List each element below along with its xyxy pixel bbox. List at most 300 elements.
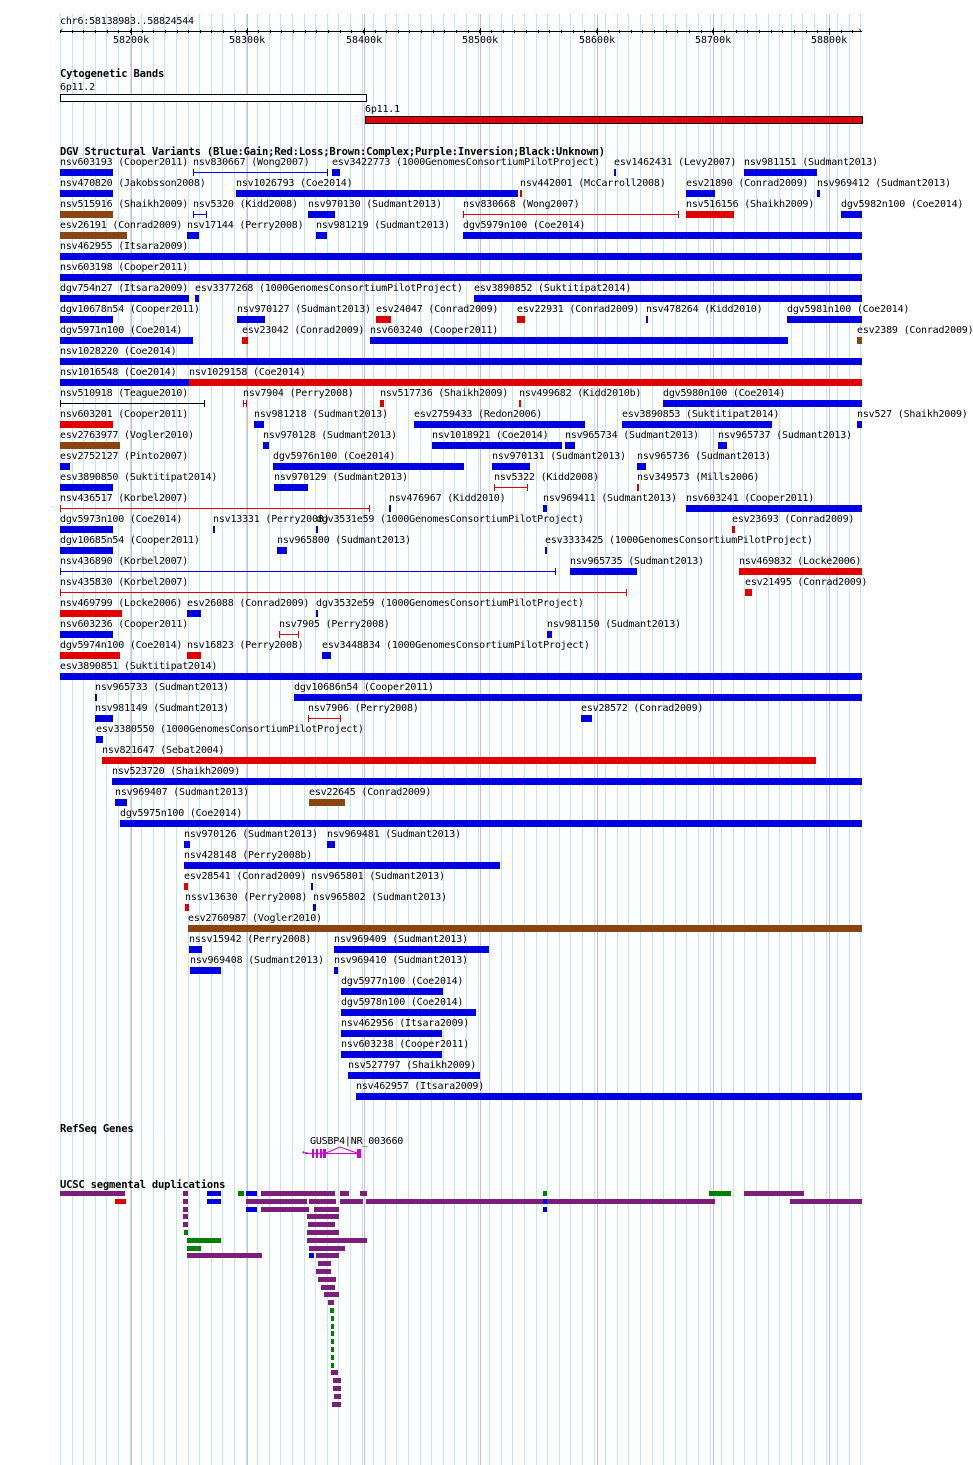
variant-label[interactable]: nsv436890 (Korbel2007) <box>60 556 189 567</box>
variant-feature[interactable] <box>294 694 862 701</box>
variant-label[interactable]: nssv15942 (Perry2008) <box>189 934 312 945</box>
variant-feature[interactable] <box>718 442 727 449</box>
variant-label[interactable]: dgv5978n100 (Coe2014) <box>341 997 464 1008</box>
variant-feature[interactable] <box>308 211 335 218</box>
variant-label[interactable]: nsv965735 (Sudmant2013) <box>570 556 704 567</box>
variant-label[interactable]: nsv7905 (Perry2008) <box>279 619 390 630</box>
variant-label[interactable]: nsv349573 (Mills2006) <box>637 472 760 483</box>
variant-label[interactable]: esv1462431 (Levy2007) <box>614 157 737 168</box>
variant-feature[interactable] <box>316 232 327 239</box>
variant-feature[interactable] <box>787 316 862 323</box>
variant-feature[interactable] <box>60 316 113 323</box>
segdup-feature[interactable] <box>334 1394 341 1399</box>
variant-label[interactable]: dgv5974n100 (Coe2014) <box>60 640 183 651</box>
variant-feature[interactable] <box>356 1093 862 1100</box>
variant-label[interactable]: nsv523720 (Shaikh2009) <box>112 766 241 777</box>
variant-feature[interactable] <box>341 1051 442 1058</box>
variant-feature[interactable] <box>380 400 384 407</box>
variant-label[interactable]: nsv965800 (Sudmant2013) <box>277 535 411 546</box>
track-title-cytoband[interactable]: Cytogenetic Bands <box>60 68 165 80</box>
variant-end-tick <box>298 631 299 638</box>
variant-label[interactable]: nsv970129 (Sudmant2013) <box>274 472 408 483</box>
variant-feature[interactable] <box>190 967 221 974</box>
variant-feature[interactable] <box>60 484 113 491</box>
variant-feature[interactable] <box>646 316 648 323</box>
variant-label[interactable]: esv23042 (Conrad2009) <box>242 325 365 336</box>
segdup-feature[interactable] <box>366 1199 715 1204</box>
variant-feature[interactable] <box>60 295 189 302</box>
variant-feature[interactable] <box>334 967 338 974</box>
variant-feature[interactable] <box>60 211 113 218</box>
variant-label[interactable]: nsv969411 (Sudmant2013) <box>543 493 677 504</box>
variant-feature[interactable] <box>187 610 201 617</box>
segdup-feature[interactable] <box>318 1277 336 1282</box>
segdup-feature[interactable] <box>207 1199 221 1204</box>
variant-feature[interactable] <box>60 631 113 638</box>
segdup-feature[interactable] <box>331 1363 334 1368</box>
variant-label[interactable]: esv22645 (Conrad2009) <box>309 787 432 798</box>
band-6p11-1[interactable] <box>365 116 863 124</box>
segdup-feature[interactable] <box>316 1269 331 1274</box>
variant-label[interactable]: dgv5977n100 (Coe2014) <box>341 976 464 987</box>
variant-label[interactable]: nsv603236 (Cooper2011) <box>60 619 189 630</box>
variant-feature[interactable] <box>60 547 113 554</box>
variant-label[interactable]: nsv965801 (Sudmant2013) <box>311 871 445 882</box>
variant-label[interactable]: esv28541 (Conrad2009) <box>184 871 307 882</box>
variant-feature[interactable] <box>193 172 328 173</box>
variant-feature[interactable] <box>341 1009 476 1016</box>
variant-label[interactable]: nsv5320 (Kidd2008) <box>193 199 298 210</box>
variant-feature[interactable] <box>334 946 489 953</box>
segdup-feature[interactable] <box>318 1261 331 1266</box>
variant-feature[interactable] <box>637 463 646 470</box>
variant-label[interactable]: dgv3532e59 (1000GenomesConsortiumPilotProject) <box>316 598 584 609</box>
variant-feature[interactable] <box>187 232 199 239</box>
segdup-feature[interactable] <box>246 1199 307 1204</box>
variant-label[interactable]: dgv10685n54 (Cooper2011) <box>60 535 200 546</box>
variant-feature[interactable] <box>519 400 521 407</box>
variant-feature[interactable] <box>60 274 862 281</box>
variant-feature[interactable] <box>316 610 318 617</box>
variant-label[interactable]: nsv981150 (Sudmant2013) <box>547 619 681 630</box>
variant-feature[interactable] <box>189 379 862 386</box>
variant-feature[interactable] <box>185 904 189 911</box>
variant-feature[interactable] <box>432 442 562 449</box>
variant-feature[interactable] <box>60 403 205 404</box>
variant-feature[interactable] <box>60 571 556 572</box>
segdup-feature[interactable] <box>187 1253 262 1258</box>
variant-feature[interactable] <box>389 505 391 512</box>
segdup-feature[interactable] <box>331 1316 334 1321</box>
variant-feature[interactable] <box>463 214 679 215</box>
variant-label[interactable]: nsv462957 (Itsara2009) <box>356 1081 485 1092</box>
variant-feature[interactable] <box>494 487 528 488</box>
variant-label[interactable]: nsv5322 (Kidd2008) <box>494 472 599 483</box>
variant-label[interactable]: nsv969409 (Sudmant2013) <box>334 934 468 945</box>
variant-label[interactable]: esv21495 (Conrad2009) <box>745 577 868 588</box>
variant-label[interactable]: nsv965737 (Sudmant2013) <box>718 430 852 441</box>
variant-label[interactable]: nsv603201 (Cooper2011) <box>60 409 189 420</box>
variant-feature[interactable] <box>857 421 862 428</box>
variant-label[interactable]: dgv5976n100 (Coe2014) <box>273 451 396 462</box>
variant-label[interactable]: nsv821647 (Sebat2004) <box>102 745 225 756</box>
variant-feature[interactable] <box>322 652 331 659</box>
segdup-feature[interactable] <box>307 1230 339 1235</box>
variant-feature[interactable] <box>341 1030 442 1037</box>
variant-feature[interactable] <box>663 400 862 407</box>
variant-label[interactable]: dgv5971n100 (Coe2014) <box>60 325 183 336</box>
variant-feature[interactable] <box>189 946 202 953</box>
band-6p11-2[interactable] <box>60 94 367 102</box>
variant-label[interactable]: nsv970127 (Sudmant2013) <box>237 304 371 315</box>
variant-feature[interactable] <box>332 169 340 176</box>
variant-feature[interactable] <box>60 358 862 365</box>
variant-feature[interactable] <box>414 421 585 428</box>
variant-label[interactable]: nsv1028220 (Coe2014) <box>60 346 177 357</box>
variant-feature[interactable] <box>841 211 862 218</box>
variant-feature[interactable] <box>60 442 120 449</box>
variant-label[interactable]: nsv603240 (Cooper2011) <box>370 325 499 336</box>
segdup-feature[interactable] <box>316 1253 339 1258</box>
variant-label[interactable]: esv26088 (Conrad2009) <box>187 598 310 609</box>
variant-label[interactable]: dgv5973n100 (Coe2014) <box>60 514 183 525</box>
variant-label[interactable]: esv3890850 (Suktitipat2014) <box>60 472 218 483</box>
variant-label[interactable]: dgv10678n54 (Cooper2011) <box>60 304 200 315</box>
variant-feature[interactable] <box>273 463 464 470</box>
variant-label[interactable]: esv28572 (Conrad2009) <box>581 703 704 714</box>
segdup-feature[interactable] <box>183 1214 188 1219</box>
grid-line <box>420 14 421 1465</box>
variant-feature[interactable] <box>309 799 345 806</box>
variant-label[interactable]: nsv478264 (Kidd2010) <box>646 304 763 315</box>
segdup-feature[interactable] <box>543 1207 547 1212</box>
variant-feature[interactable] <box>463 232 862 239</box>
variant-label[interactable]: nsv517736 (Shaikh2009) <box>380 388 509 399</box>
variant-label[interactable]: dgv754n27 (Itsara2009) <box>60 283 189 294</box>
segdup-feature[interactable] <box>238 1191 244 1196</box>
variant-label[interactable]: esv3380550 (1000GenomesConsortiumPilotProject) <box>96 724 364 735</box>
variant-label[interactable]: esv3890853 (Suktitipat2014) <box>622 409 780 420</box>
segdup-feature[interactable] <box>308 1222 335 1227</box>
segdup-feature[interactable] <box>331 1347 334 1352</box>
segdup-feature[interactable] <box>183 1199 188 1204</box>
variant-feature[interactable] <box>60 379 189 386</box>
ruler-minor-tick <box>712 30 713 33</box>
variant-feature[interactable] <box>60 526 113 533</box>
segdup-feature[interactable] <box>187 1246 201 1251</box>
gene-label[interactable]: GUSBP4|NR_003660 <box>310 1136 404 1147</box>
segdup-feature[interactable] <box>340 1191 349 1196</box>
variant-feature[interactable] <box>614 169 616 176</box>
segdup-feature[interactable] <box>246 1207 257 1212</box>
variant-label[interactable]: nsv436517 (Korbel2007) <box>60 493 189 504</box>
segdup-feature[interactable] <box>309 1246 345 1251</box>
variant-label[interactable]: esv26191 (Conrad2009) <box>60 220 183 231</box>
variant-label[interactable]: nsv516156 (Shaikh2009) <box>686 199 815 210</box>
variant-feature[interactable] <box>60 169 113 176</box>
variant-feature[interactable] <box>184 883 188 890</box>
variant-label[interactable]: nsv981218 (Sudmant2013) <box>254 409 388 420</box>
variant-label[interactable]: nsv981219 (Sudmant2013) <box>316 220 450 231</box>
variant-label[interactable]: nsv435830 (Korbel2007) <box>60 577 189 588</box>
variant-label[interactable]: nsv17144 (Perry2008) <box>187 220 304 231</box>
variant-label[interactable]: nsv7906 (Perry2008) <box>308 703 419 714</box>
variant-label[interactable]: nsv830667 (Wong2007) <box>193 157 310 168</box>
variant-feature[interactable] <box>112 778 862 785</box>
segdup-feature[interactable] <box>187 1238 221 1243</box>
variant-feature[interactable] <box>95 715 113 722</box>
segdup-feature[interactable] <box>307 1238 367 1243</box>
segdup-feature[interactable] <box>331 1355 334 1360</box>
variant-label[interactable]: nsv965802 (Sudmant2013) <box>313 892 447 903</box>
variant-feature[interactable] <box>60 652 120 659</box>
variant-feature[interactable] <box>184 862 500 869</box>
variant-feature[interactable] <box>565 442 575 449</box>
variant-feature[interactable] <box>254 421 264 428</box>
variant-feature[interactable] <box>193 214 207 215</box>
segdup-feature[interactable] <box>333 1386 341 1391</box>
variant-feature[interactable] <box>60 421 113 428</box>
variant-label[interactable]: dgv5979n100 (Coe2014) <box>463 220 586 231</box>
variant-label[interactable]: nsv510918 (Teague2010) <box>60 388 189 399</box>
variant-feature[interactable] <box>188 925 862 932</box>
variant-label[interactable]: dgv5975n100 (Coe2014) <box>120 808 243 819</box>
variant-label[interactable]: nsv830668 (Wong2007) <box>463 199 580 210</box>
variant-feature[interactable] <box>745 589 752 596</box>
variant-label[interactable]: dgv10686n54 (Cooper2011) <box>294 682 434 693</box>
variant-feature[interactable] <box>60 337 193 344</box>
variant-feature[interactable] <box>60 253 862 260</box>
variant-feature[interactable] <box>115 799 127 806</box>
variant-label[interactable]: nsv603193 (Cooper2011) <box>60 157 189 168</box>
variant-feature[interactable] <box>60 508 370 509</box>
track-title-segdup[interactable]: UCSC segmental duplications <box>60 1179 226 1191</box>
segdup-feature[interactable] <box>709 1191 731 1196</box>
variant-label[interactable]: esv3890852 (Suktitipat2014) <box>474 283 632 294</box>
variant-feature[interactable] <box>187 652 201 659</box>
variant-feature[interactable] <box>195 295 199 302</box>
variant-label[interactable]: nsv981151 (Sudmant2013) <box>744 157 878 168</box>
variant-feature[interactable] <box>348 1072 480 1079</box>
variant-feature[interactable] <box>60 673 862 680</box>
variant-label[interactable]: esv3422773 (1000GenomesConsortiumPilotProject) <box>332 157 600 168</box>
variant-label[interactable]: esv3333425 (1000GenomesConsortiumPilotProject) <box>545 535 813 546</box>
variant-feature[interactable] <box>316 526 318 533</box>
variant-feature[interactable] <box>60 232 127 239</box>
variant-feature[interactable] <box>474 295 862 302</box>
variant-label[interactable]: esv2759433 (Redon2006) <box>414 409 543 420</box>
segdup-feature[interactable] <box>183 1222 188 1227</box>
variant-feature[interactable] <box>120 820 862 827</box>
variant-feature[interactable] <box>570 568 637 575</box>
variant-label[interactable]: esv2763977 (Vogler2010) <box>60 430 194 441</box>
segdup-feature[interactable] <box>321 1285 335 1290</box>
segdup-feature[interactable] <box>261 1207 309 1212</box>
variant-label[interactable]: nsv603241 (Cooper2011) <box>686 493 815 504</box>
variant-feature[interactable] <box>744 169 817 176</box>
variant-feature[interactable] <box>308 718 341 719</box>
track-title-refseq[interactable]: RefSeq Genes <box>60 1123 134 1135</box>
variant-label[interactable]: esv2752127 (Pinto2007) <box>60 451 189 462</box>
variant-label[interactable]: nsv969407 (Sudmant2013) <box>115 787 249 798</box>
segdup-feature[interactable] <box>246 1191 257 1196</box>
variant-label[interactable]: nsv603238 (Cooper2011) <box>341 1039 470 1050</box>
variant-label[interactable]: nsv16823 (Perry2008) <box>187 640 304 651</box>
variant-feature[interactable] <box>857 337 862 344</box>
variant-label[interactable]: esv2389 (Conrad2009) <box>857 325 973 336</box>
segdup-feature[interactable] <box>360 1191 367 1196</box>
segdup-feature[interactable] <box>328 1300 334 1305</box>
variant-label[interactable]: nsv603198 (Cooper2011) <box>60 262 189 273</box>
variant-feature[interactable] <box>686 211 734 218</box>
variant-feature[interactable] <box>341 988 443 995</box>
segdup-feature[interactable] <box>543 1191 547 1196</box>
segdup-feature[interactable] <box>184 1230 188 1235</box>
variant-feature[interactable] <box>547 631 552 638</box>
variant-label[interactable]: nsv515916 (Shaikh2009) <box>60 199 189 210</box>
variant-label[interactable]: nsv969408 (Sudmant2013) <box>190 955 324 966</box>
variant-label[interactable]: dgv5980n100 (Coe2014) <box>663 388 786 399</box>
variant-feature[interactable] <box>370 337 788 344</box>
variant-label[interactable]: nsv1016548 (Coe2014) <box>60 367 177 378</box>
segdup-feature[interactable] <box>333 1378 341 1383</box>
variant-label[interactable]: nsv470820 (Jakobsson2008) <box>60 178 206 189</box>
segdup-feature[interactable] <box>790 1199 862 1204</box>
variant-feature[interactable] <box>213 526 215 533</box>
segdup-feature[interactable] <box>340 1199 363 1204</box>
segdup-feature[interactable] <box>331 1331 334 1336</box>
variant-feature[interactable] <box>60 610 122 617</box>
variant-label[interactable]: esv3448834 (1000GenomesConsortiumPilotProject) <box>322 640 590 651</box>
variant-label[interactable]: nssv13630 (Perry2008) <box>185 892 308 903</box>
ruler-label: 58200k <box>113 35 150 46</box>
variant-label[interactable]: esv22931 (Conrad2009) <box>517 304 640 315</box>
variant-label[interactable]: esv3890851 (Suktitipat2014) <box>60 661 218 672</box>
variant-feature[interactable] <box>60 592 627 593</box>
track-title-dgv[interactable]: DGV Structural Variants (Blue:Gain;Red:Loss;Brown:Complex;Purple:Inversion;Black:Unknown) <box>60 146 605 158</box>
variant-label[interactable]: nsv970126 (Sudmant2013) <box>184 829 318 840</box>
segdup-feature[interactable] <box>309 1199 336 1204</box>
variant-label[interactable]: nsv965733 (Sudmant2013) <box>95 682 229 693</box>
segdup-feature[interactable] <box>331 1324 334 1329</box>
variant-feature[interactable] <box>102 757 816 764</box>
variant-label[interactable]: nsv965736 (Sudmant2013) <box>637 451 771 462</box>
variant-feature[interactable] <box>545 547 547 554</box>
variant-label[interactable]: nsv970131 (Sudmant2013) <box>492 451 626 462</box>
variant-feature[interactable] <box>739 568 862 575</box>
variant-label[interactable]: nsv7904 (Perry2008) <box>243 388 354 399</box>
variant-label[interactable]: esv21890 (Conrad2009) <box>686 178 809 189</box>
variant-feature[interactable] <box>311 883 313 890</box>
variant-label[interactable]: nsv462955 (Itsara2009) <box>60 241 189 252</box>
variant-label[interactable]: nsv969410 (Sudmant2013) <box>334 955 468 966</box>
segdup-feature[interactable] <box>314 1207 339 1212</box>
variant-label[interactable]: nsv527 (Shaikh2009) <box>857 409 968 420</box>
variant-label[interactable]: esv3377268 (1000GenomesConsortiumPilotProject) <box>195 283 463 294</box>
gene-exon <box>316 1149 318 1158</box>
variant-label[interactable]: nsv428148 (Perry2008b) <box>184 850 313 861</box>
variant-label[interactable]: nsv970128 (Sudmant2013) <box>263 430 397 441</box>
variant-label[interactable]: nsv969412 (Sudmant2013) <box>817 178 951 189</box>
variant-feature[interactable] <box>581 715 592 722</box>
variant-label[interactable]: nsv469832 (Locke2006) <box>739 556 862 567</box>
variant-feature[interactable] <box>686 505 862 512</box>
variant-feature[interactable] <box>274 484 308 491</box>
variant-feature[interactable] <box>376 316 391 323</box>
variant-label[interactable]: nsv981149 (Sudmant2013) <box>95 703 229 714</box>
variant-feature[interactable] <box>96 736 103 743</box>
variant-label[interactable]: dgv5982n100 (Coe2014) <box>841 199 964 210</box>
variant-label[interactable]: nsv13331 (Perry2008) <box>213 514 330 525</box>
variant-feature[interactable] <box>242 337 248 344</box>
variant-label[interactable]: esv23693 (Conrad2009) <box>732 514 855 525</box>
variant-feature[interactable] <box>637 484 639 491</box>
variant-label[interactable]: nsv476967 (Kidd2010) <box>389 493 506 504</box>
variant-label[interactable]: nsv969481 (Sudmant2013) <box>327 829 461 840</box>
variant-label[interactable]: nsv469799 (Locke2006) <box>60 598 183 609</box>
variant-feature[interactable] <box>60 190 113 197</box>
variant-label[interactable]: nsv1026793 (Coe2014) <box>236 178 353 189</box>
variant-feature[interactable] <box>60 463 70 470</box>
variant-label[interactable]: nsv1018921 (Coe2014) <box>432 430 549 441</box>
segdup-feature[interactable] <box>307 1214 339 1219</box>
variant-label[interactable]: esv24047 (Conrad2009) <box>376 304 499 315</box>
segdup-feature[interactable] <box>183 1207 188 1212</box>
variant-label[interactable]: dgv3531e59 (1000GenomesConsortiumPilotProject) <box>316 514 584 525</box>
variant-feature[interactable] <box>236 190 518 197</box>
variant-feature[interactable] <box>732 526 735 533</box>
segdup-feature[interactable] <box>324 1292 339 1297</box>
variant-label[interactable]: nsv970130 (Sudmant2013) <box>308 199 442 210</box>
variant-feature[interactable] <box>817 190 820 197</box>
segdup-feature[interactable] <box>332 1402 341 1407</box>
variant-label[interactable]: nsv527797 (Shaikh2009) <box>348 1060 477 1071</box>
variant-feature[interactable] <box>263 442 269 449</box>
variant-feature[interactable] <box>95 694 97 701</box>
variant-feature[interactable] <box>184 841 190 848</box>
segdup-feature[interactable] <box>330 1308 334 1313</box>
variant-feature[interactable] <box>279 634 299 635</box>
variant-label[interactable]: nsv499682 (Kidd2010b) <box>519 388 642 399</box>
variant-label[interactable]: nsv1029158 (Coe2014) <box>189 367 306 378</box>
variant-label[interactable]: esv2760987 (Vogler2010) <box>188 913 322 924</box>
variant-feature[interactable] <box>327 841 335 848</box>
variant-feature[interactable] <box>686 190 715 197</box>
segdup-feature[interactable] <box>207 1191 221 1196</box>
variant-feature[interactable] <box>543 505 547 512</box>
variant-feature[interactable] <box>622 421 772 428</box>
variant-label[interactable]: dgv5981n100 (Coe2014) <box>787 304 910 315</box>
segdup-feature[interactable] <box>183 1191 188 1196</box>
variant-feature[interactable] <box>517 316 525 323</box>
segdup-feature[interactable] <box>331 1339 334 1344</box>
segdup-feature[interactable] <box>744 1191 804 1196</box>
variant-label[interactable]: nsv462956 (Itsara2009) <box>341 1018 470 1029</box>
variant-feature[interactable] <box>313 904 316 911</box>
segdup-feature[interactable] <box>331 1370 338 1375</box>
segdup-feature[interactable] <box>543 1199 547 1204</box>
variant-feature[interactable] <box>520 190 522 197</box>
variant-feature[interactable] <box>277 547 287 554</box>
segdup-feature[interactable] <box>261 1191 335 1196</box>
variant-feature[interactable] <box>492 463 530 470</box>
variant-label[interactable]: nsv442001 (McCarroll2008) <box>520 178 666 189</box>
segdup-feature[interactable] <box>115 1199 126 1204</box>
variant-feature[interactable] <box>237 316 265 323</box>
segdup-feature[interactable] <box>309 1253 314 1258</box>
variant-label[interactable]: nsv965734 (Sudmant2013) <box>565 430 699 441</box>
segdup-feature[interactable] <box>60 1191 125 1196</box>
